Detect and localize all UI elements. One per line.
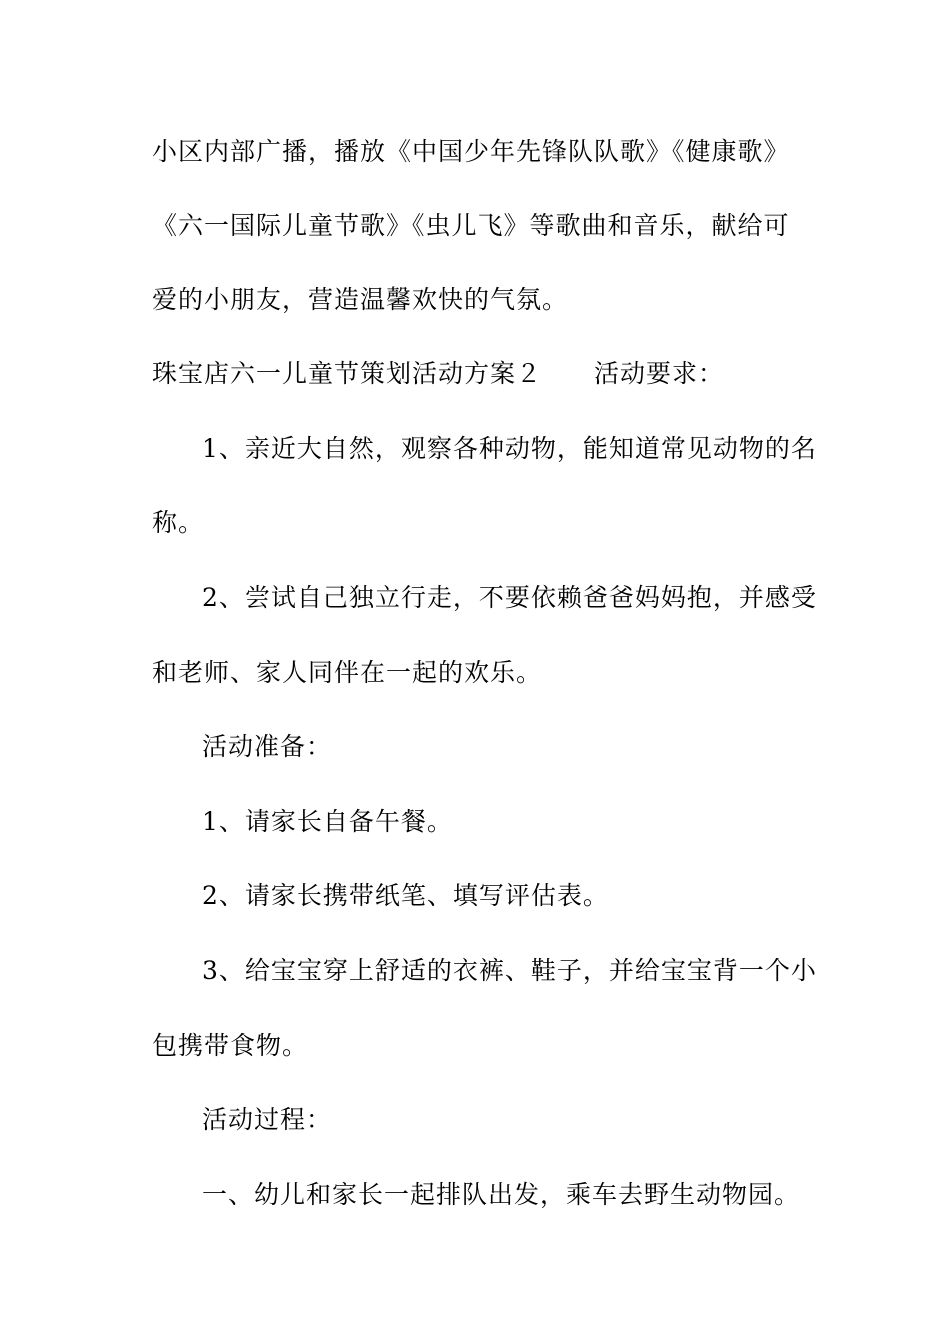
- paragraph-line: 小区内部广播，播放《中国少年先锋队队歌》《健康歌》: [152, 137, 790, 166]
- section-heading: 活动要求：: [594, 359, 725, 388]
- section-heading: 活动准备：: [202, 732, 333, 761]
- paragraph-line: 和老师、家人同伴在一起的欢乐。: [152, 658, 543, 687]
- section-title: 珠宝店六一儿童节策划活动方案２: [152, 359, 543, 388]
- list-item: 2、请家长携带纸笔、填写评估表。: [202, 881, 609, 910]
- list-item: 1、亲近大自然，观察各种动物，能知道常见动物的名: [202, 434, 817, 463]
- list-item: 1、请家长自备午餐。: [202, 807, 453, 836]
- paragraph-line: 《六一国际儿童节歌》《虫儿飞》等歌曲和音乐，献给可: [152, 211, 790, 240]
- paragraph-line: 称。: [152, 508, 205, 537]
- list-item: 2、尝试自己独立行走，不要依赖爸爸妈妈抱，并感受: [202, 583, 817, 612]
- paragraph-line: 包携带食物。: [152, 1031, 309, 1060]
- paragraph-line: 爱的小朋友，营造温馨欢快的气氛。: [152, 285, 569, 314]
- list-item: 一、幼儿和家长一起排队出发，乘车去野生动物园。: [202, 1180, 801, 1209]
- section-heading: 活动过程：: [202, 1105, 333, 1134]
- list-item: 3、给宝宝穿上舒适的衣裤、鞋子，并给宝宝背一个小: [202, 956, 817, 985]
- section-title-line: [152, 358, 812, 390]
